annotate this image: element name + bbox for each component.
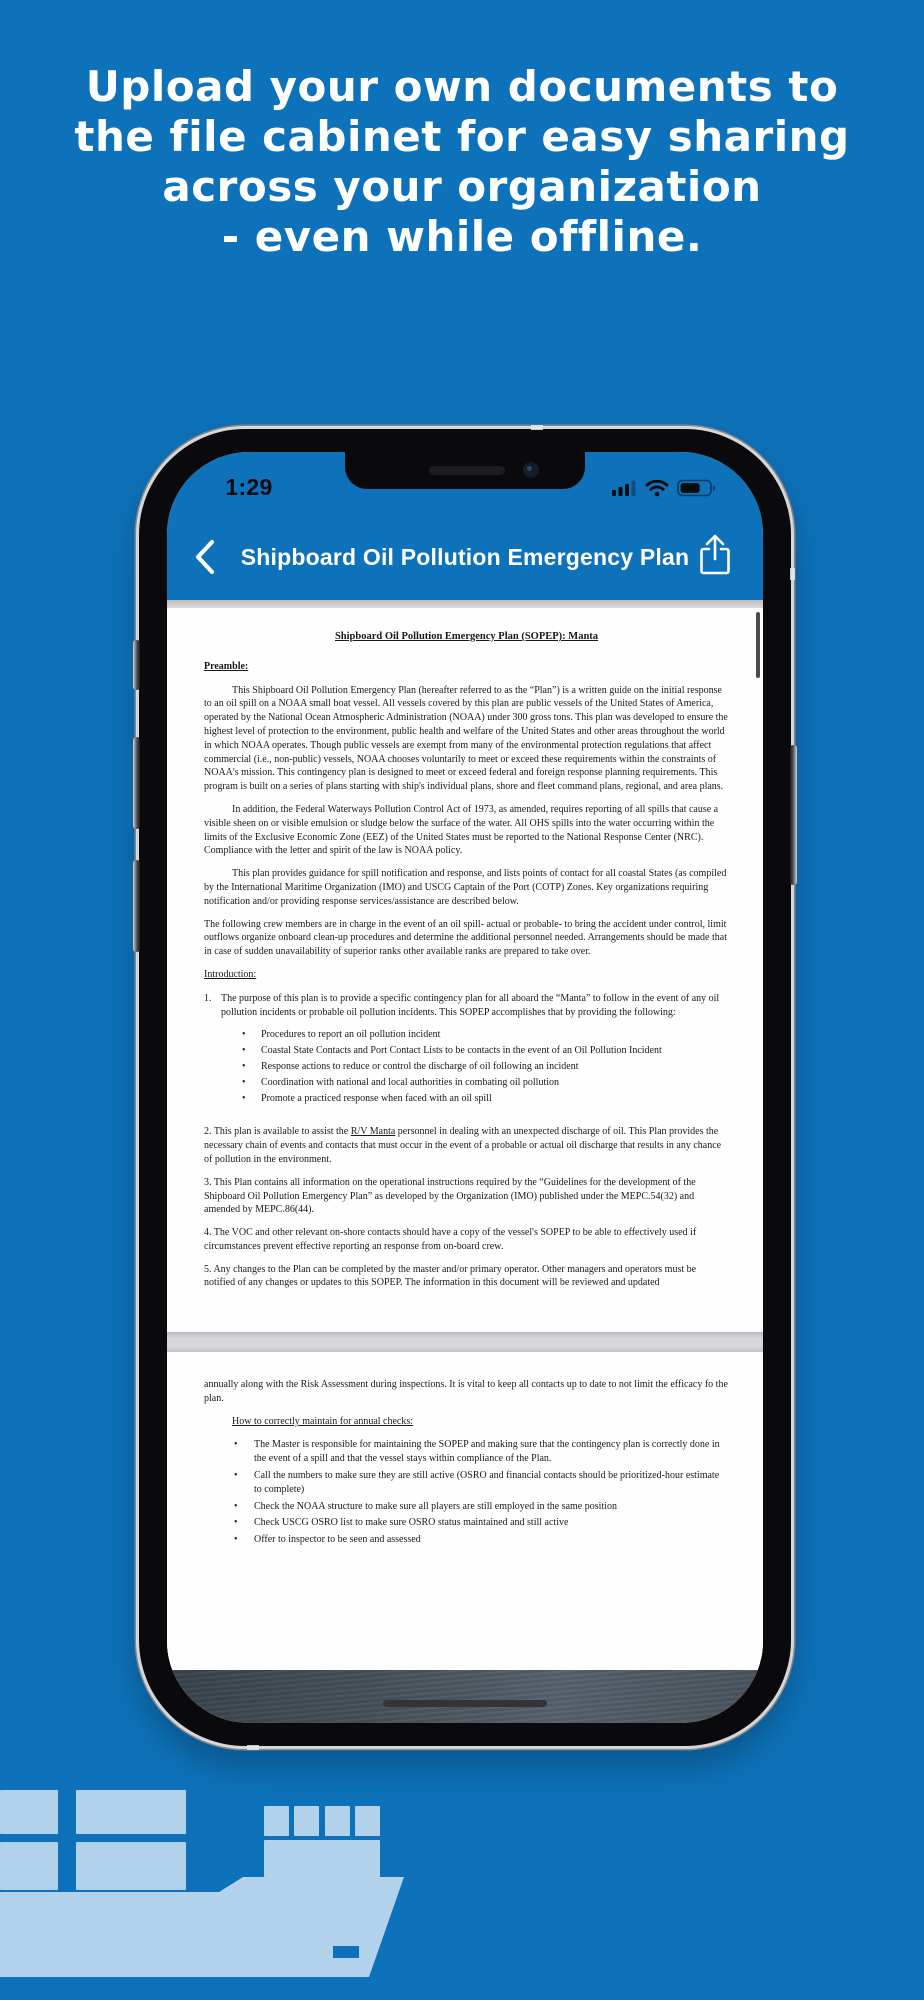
antenna-band-mark: [247, 1745, 259, 1750]
list-item: • Offer to inspector to be seen and assessed: [204, 1533, 729, 1547]
list-item: • Coordination with national and local authorities in combating oil pollution: [204, 1076, 729, 1090]
list-item: • Call the numbers to make sure they are still active (OSRO and financial contacts should be prioritized-hour estimate to complete): [204, 1469, 729, 1497]
antenna-band-mark: [531, 425, 543, 430]
ship-bridge-window: [355, 1806, 380, 1836]
list-item: • Procedures to report an oil pollution incident: [204, 1028, 729, 1042]
document-title: Shipboard Oil Pollution Emergency Plan (SOPEP): Manta: [334, 631, 599, 642]
ship-container: [76, 1790, 186, 1834]
list-item: • Response actions to reduce or control the discharge of oil following an incident: [204, 1060, 729, 1074]
cargo-ship-icon: [0, 1788, 430, 2000]
ship-hull-mark: [333, 1946, 359, 1958]
list-item: • Check the NOAA structure to make sure all players are still employed in the same position: [204, 1500, 729, 1514]
power-button: [790, 745, 797, 885]
paragraph: In addition, the Federal Waterways Pollution Control Act of 1973, as amended, requires reporting of all spills that cause a visible sheen on or visible emulsion or sludge below the surface of the water. All OHS spills into the water occurring within the limits of the Exclusive Economic Zone (EEZ) of the United States must be reported to the National Response Center (NRC). Compliance with the letter and spirit of the law is NOAA policy.: [204, 803, 719, 857]
page-break: [167, 1332, 763, 1352]
document-page-2: [167, 1352, 763, 1670]
headline-line-3: across your organization: [162, 162, 762, 211]
wifi-icon: [645, 480, 669, 502]
introduction-heading: Introduction:: [204, 968, 257, 980]
paragraph: This Shipboard Oil Pollution Emergency Plan (hereafter referred to as the “Plan”) is a written guide on the initial response to an oil spill on a NOAA small boat vessel. All vessels covered by this plan are public vessels of the United States of America, operated by the National Ocean Atmospheric Administration (NOAA) under 300 gross tons. This plan was developed to ensure the highest level of protection to the environment, public health and welfare of the United States and other areas throughout the world in which NOAA operates. Though public vessels are exempt from many of the environmental protection regulations that affect commercial (i.e., non-public) vessels, NOAA chooses voluntarily to meet or exceed these requirements within the constraints of NOAA's mission. This contingency plan is designed to meet or exceed federal and foreign response planning requirements. This program is built on a series of plans starting with ship's individual plans, shore and fleet command plans, regional, and area plans.: [204, 684, 728, 793]
list-item: • Coastal State Contacts and Port Contact Lists to be contacts in the event of an Oil Pollution Incident: [204, 1044, 729, 1058]
phone-mockup: [139, 429, 791, 1746]
numbered-item: 1. The purpose of this plan is to provide a specific contingency plan for all aboard the “Manta” to follow in the event of any oil pollution incidents or probable oil pollution incidents. This SOPEP accomplishes that by providing the following:: [204, 992, 720, 1018]
speaker-grille: [429, 466, 505, 475]
list-item: • Check USCG OSRO list to make sure OSRO status maintained and still active: [204, 1516, 729, 1530]
ship-container: [0, 1842, 58, 1890]
paragraph: 4. The VOC and other relevant on-shore contacts should have a copy of the vessel's SOPEP to be able to effectively used if circumstances prevent effective reporting an response from on-board crew.: [204, 1227, 697, 1252]
phone-screen: [167, 452, 763, 1723]
page-title: Shipboard Oil Pollution Emergency Plan: [240, 544, 690, 570]
share-button[interactable]: [697, 532, 733, 578]
cellular-signal-icon: [612, 480, 637, 501]
app-header: [167, 452, 763, 600]
battery-icon: [677, 479, 717, 502]
phone-notch: [345, 452, 585, 489]
header-divider: [167, 600, 763, 608]
headline-line-4: - even while offline.: [221, 212, 703, 261]
ship-bridge-window: [264, 1806, 289, 1836]
antenna-band-mark: [790, 568, 795, 580]
scrollbar[interactable]: [756, 612, 760, 678]
headline-line-2: the file cabinet for easy sharing: [74, 112, 850, 161]
annual-checks-heading: How to correctly maintain for annual checks:: [232, 1415, 414, 1427]
paragraph: 2. This plan is available to assist the R/V Manta personnel in dealing with an unexpected discharge of oil. This Plan provides the necessary chain of events and contacts that must occur in the event of a probable or actual oil discharge that results in any chance of pollution in the environment.: [204, 1126, 722, 1165]
ship-bridge: [264, 1840, 380, 1877]
volume-down-button: [133, 860, 140, 952]
status-time: 1:29: [225, 474, 273, 500]
ship-hull: [0, 1877, 404, 1977]
headline-line-1: Upload your own documents to: [85, 62, 839, 111]
preamble-heading: Preamble:: [204, 660, 249, 672]
status-icons: [612, 479, 717, 502]
document-scroll-region[interactable]: [167, 608, 763, 1670]
home-indicator[interactable]: [383, 1700, 547, 1707]
paragraph: 3. This Plan contains all information on the operational instructions required by the “Guidelines for the development of the Shipboard Oil Pollution Emergency Plan” as developed by the Organization (IMO) published under the MEPC.54(32) and amended by MEPC.86(44).: [204, 1176, 696, 1216]
vessel-name: R/V Manta: [350, 1126, 396, 1138]
front-camera: [523, 462, 539, 478]
ship-bridge-window: [325, 1806, 350, 1836]
ship-bridge-window: [294, 1806, 319, 1836]
document-page-1: [167, 608, 763, 1332]
paragraph: This plan provides guidance for spill notification and response, and lists points of contact for all coastal States (as compiled by the International Maritime Organization (IMO) and USCG Captain of the Port (COTP) Zones. Key organizations requiring notification and/or providing response services/assistance are described below.: [204, 868, 727, 907]
headline: [0, 62, 924, 262]
paragraph: annually along with the Risk Assessment during inspections. It is vital to keep all contacts up to date to not limit the efficacy fo the plan.: [204, 1379, 728, 1404]
paragraph: The following crew members are in charge in the event of an oil spill- actual or probable- to bring the accident under control, limit outflows organize onboard clean-up procedures and determine the additional personnel needed. Arrangements should be made that in case of sudden unavailability of superior ranks other available ranks are prepared to take over.: [204, 918, 727, 958]
list-item: • Promote a practiced response when faced with an oil spill: [204, 1092, 729, 1106]
ocean-background: [167, 1670, 763, 1723]
share-icon: [697, 565, 733, 582]
list-item: • The Master is responsible for maintaining the SOPEP and making sure that the contingency plan is correctly done in the event of a spill and that the vessel stays within compliance of the Plan.: [204, 1438, 729, 1466]
volume-up-button: [133, 737, 140, 829]
ship-container: [0, 1790, 58, 1834]
mute-switch: [133, 640, 140, 690]
paragraph: 5. Any changes to the Plan can be completed by the master and/or primary operator. Other managers and operators must be notified of any changes or updates to this SOPEP. The information in this document will be reviewed and updated: [204, 1263, 697, 1289]
ship-container: [76, 1842, 186, 1890]
